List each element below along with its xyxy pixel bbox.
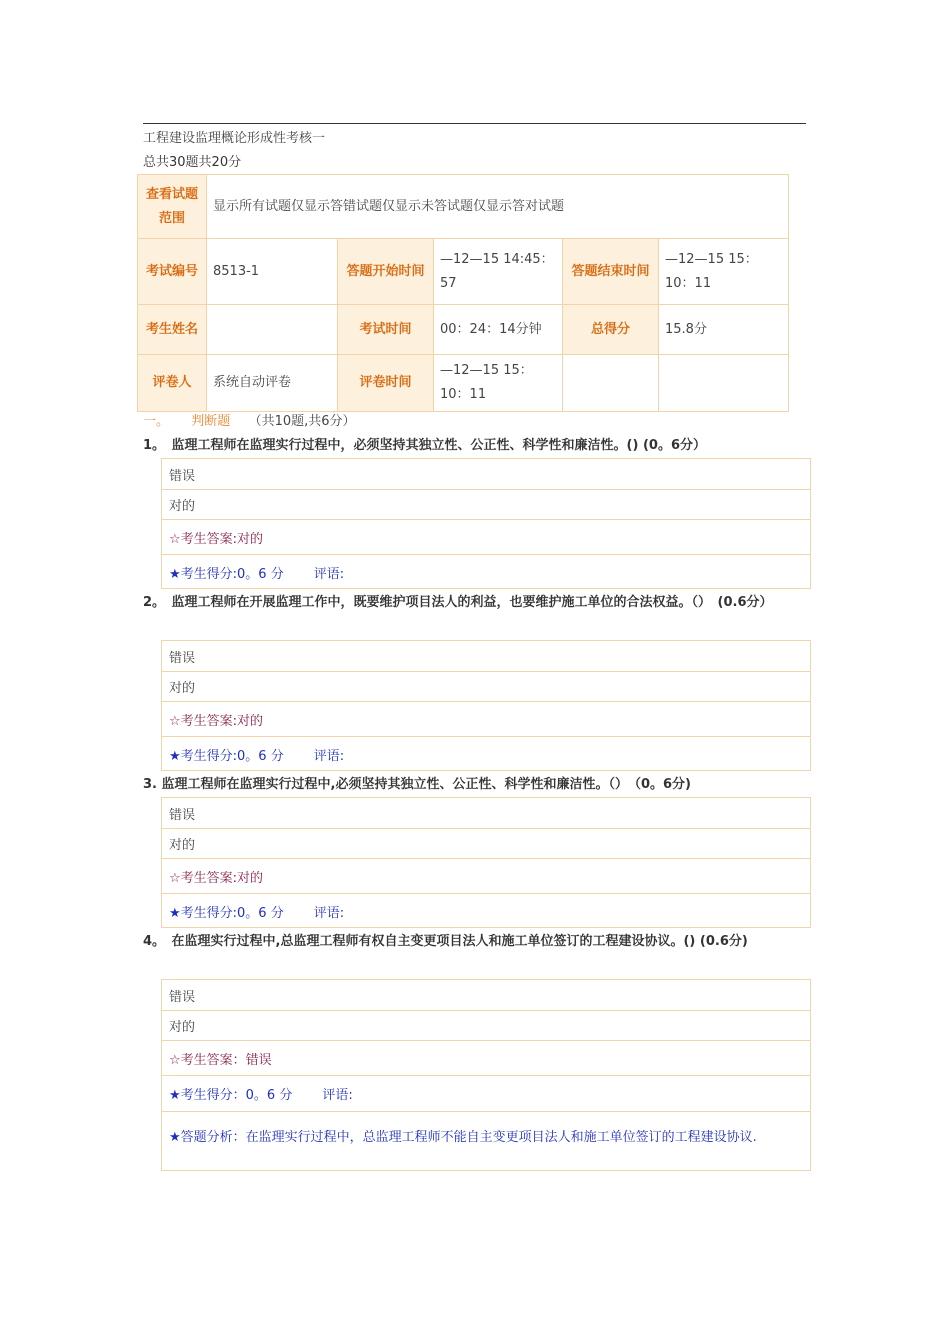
- option-true[interactable]: 对的: [162, 671, 810, 701]
- exam-no-label: 考试编号: [138, 239, 207, 305]
- question-3-text: 3. 监理工程师在监理实行过程中,必须坚持其独立性、公正性、科学性和廉洁性。（） （0。6分): [143, 777, 691, 792]
- my-answer: ☆考生答案:对的: [162, 701, 810, 736]
- score-value: ★考生得分:0。6 分: [169, 567, 284, 582]
- start-time-value: —12—15 14:45：57: [434, 239, 563, 305]
- name-label: 考生姓名: [138, 305, 207, 355]
- question-4-text: 4。 在监理实行过程中,总监理工程师有权自主变更项目法人和施工单位签订的工程建设协议。() (0.6分): [143, 934, 748, 949]
- score-value: ★考生得分:0。6 分: [169, 749, 284, 764]
- option-true[interactable]: 对的: [162, 1010, 810, 1040]
- option-true[interactable]: 对的: [162, 828, 810, 858]
- empty-cell: [563, 355, 659, 412]
- scope-label: 查看试题范围: [138, 175, 207, 239]
- question-2-answers: [161, 640, 811, 771]
- question-3-answers: [161, 797, 811, 928]
- option-true[interactable]: 对的: [162, 489, 810, 519]
- grade-time-value: —12—15 15：10：11: [434, 355, 563, 412]
- comment-label: 评语:: [313, 749, 345, 764]
- option-false[interactable]: 错误: [169, 807, 196, 823]
- question-4-answers: [161, 979, 811, 1171]
- comment-label: 评语:: [313, 906, 345, 921]
- exam-no-value: 8513-1: [207, 239, 338, 305]
- option-false[interactable]: 错误: [169, 650, 196, 666]
- grader-value: 系统自动评卷: [207, 355, 338, 412]
- exam-info-table: [137, 174, 789, 412]
- total-score-value: 15.8分: [659, 305, 789, 355]
- top-rule: [143, 123, 806, 124]
- answer-analysis: ★答题分析：在监理实行过程中，总监理工程师不能自主变更项目法人和施工单位签订的工程建设协议.: [162, 1111, 810, 1163]
- score-value: ★考生得分:0。6 分: [169, 906, 284, 921]
- section-detail: （共10题,共6分）: [248, 414, 356, 429]
- document-title: 工程建设监理概论形成性考核一: [143, 131, 326, 146]
- my-answer: ☆考生答案:对的: [162, 858, 810, 893]
- question-1-text: 1。 监理工程师在监理实行过程中，必须坚持其独立性、公正性、科学性和廉洁性。() (0。6分）: [143, 438, 706, 453]
- scope-value[interactable]: 显示所有试题仅显示答错试题仅显示未答试题仅显示答对试题: [207, 175, 789, 239]
- document-total: 总共30题共20分: [143, 155, 242, 170]
- question-1-answers: [161, 458, 811, 589]
- option-false[interactable]: 错误: [169, 989, 196, 1005]
- end-time-label: 答题结束时间: [563, 239, 659, 305]
- my-answer: ☆考生答案:对的: [162, 519, 810, 554]
- comment-label: 评语:: [322, 1088, 353, 1103]
- grade-time-label: 评卷时间: [338, 355, 434, 412]
- duration-label: 考试时间: [338, 305, 434, 355]
- duration-value: 00：24：14分钟: [434, 305, 563, 355]
- option-false[interactable]: 错误: [169, 468, 196, 484]
- total-score-label: 总得分: [563, 305, 659, 355]
- start-time-label: 答题开始时间: [338, 239, 434, 305]
- empty-cell: [659, 355, 789, 412]
- score-row: [162, 1075, 810, 1111]
- end-time-value: —12—15 15：10：11: [659, 239, 789, 305]
- question-2-text: 2。 监理工程师在开展监理工作中，既要维护项目法人的利益，也要维护施工单位的合法权益。（） (0.6分）: [143, 595, 773, 610]
- name-value: [207, 305, 338, 355]
- comment-label: 评语:: [313, 567, 345, 582]
- score-row: [162, 736, 810, 772]
- section-name: 判断题: [191, 414, 231, 429]
- score-row: [162, 554, 810, 590]
- my-answer: ☆考生答案：错误: [162, 1040, 810, 1075]
- score-value: ★考生得分：0。6 分: [169, 1088, 293, 1103]
- section-number: 一。: [143, 414, 170, 429]
- section-heading: [143, 410, 356, 429]
- score-row: [162, 893, 810, 929]
- grader-label: 评卷人: [138, 355, 207, 412]
